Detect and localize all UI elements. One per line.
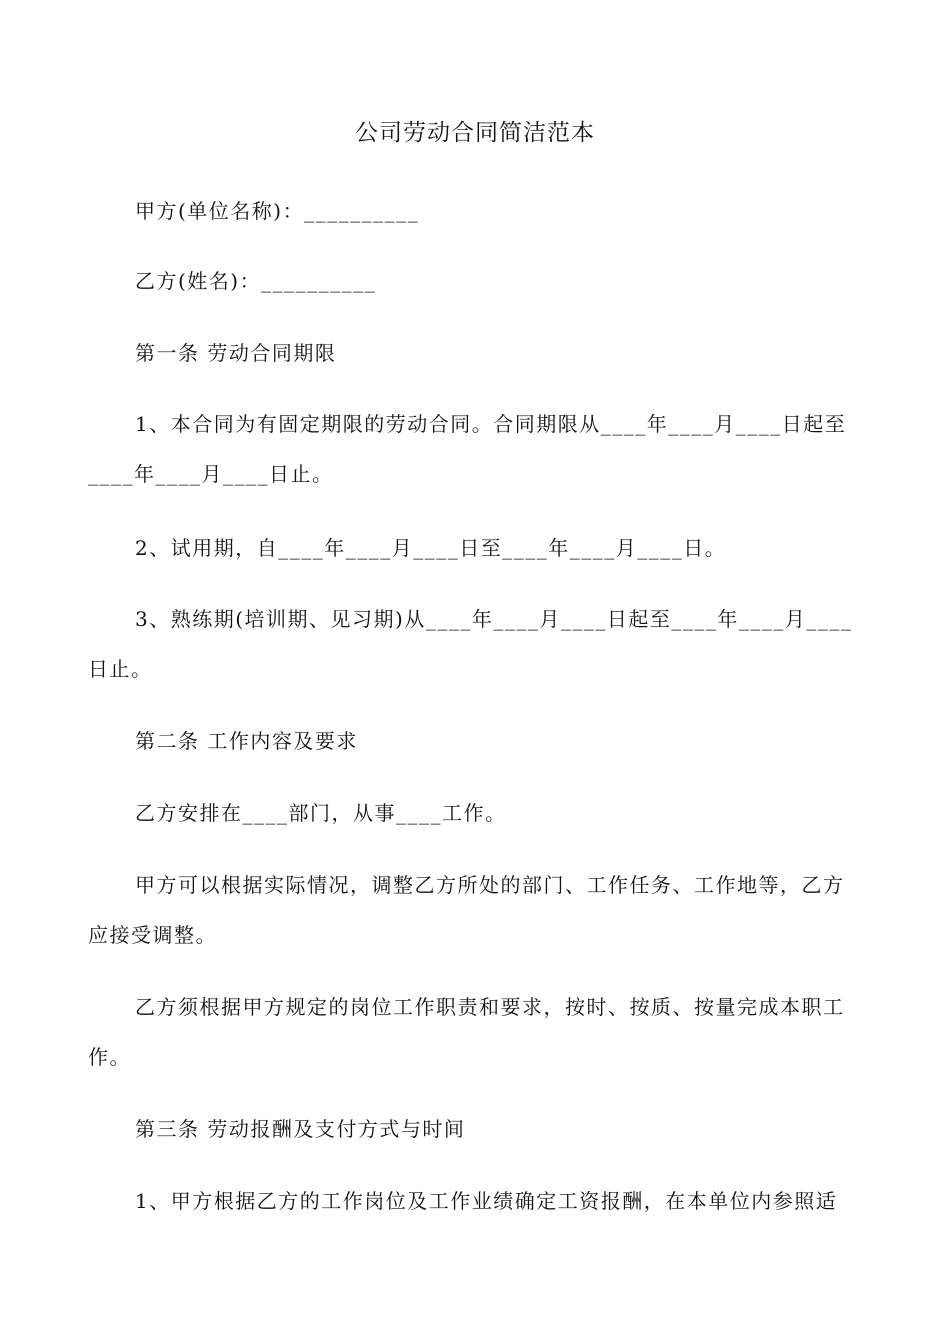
article-1-item-1-line-2: ____年____月____日止。 [88, 462, 334, 486]
article-2-para-2-line-2: 应接受调整。 [88, 923, 217, 947]
article-1-item-3-line-1: 3、熟练期(培训期、见习期)从____年____月____日起至____年____月____ [135, 607, 853, 631]
article-2-para-3-line-1: 乙方须根据甲方规定的岗位工作职责和要求，按时、按质、按量完成本职工 [135, 995, 845, 1019]
article-1-item-1-line-1: 1、本合同为有固定期限的劳动合同。合同期限从____年____月____日起至 [135, 412, 847, 436]
article-2-heading: 第二条 工作内容及要求 [135, 729, 358, 753]
article-3-item-1-line-1: 1、甲方根据乙方的工作岗位及工作业绩确定工资报酬，在本单位内参照适 [135, 1189, 838, 1213]
party-a-line: 甲方(单位名称)：__________ [135, 199, 420, 223]
article-1-item-2: 2、试用期，自____年____月____日至____年____月____日。 [135, 536, 727, 560]
article-1-item-3-line-2: 日止。 [88, 657, 153, 681]
article-3-heading: 第三条 劳动报酬及支付方式与时间 [135, 1117, 466, 1141]
party-b-line: 乙方(姓名)：__________ [135, 269, 377, 293]
article-1-heading: 第一条 劳动合同期限 [135, 341, 337, 365]
article-2-para-3-line-2: 作。 [88, 1045, 131, 1069]
document-title: 公司劳动合同简洁范本 [355, 120, 595, 146]
article-2-para-2-line-1: 甲方可以根据实际情况，调整乙方所处的部门、工作任务、工作地等，乙方 [135, 873, 845, 897]
article-2-para-1: 乙方安排在____部门，从事____工作。 [135, 801, 507, 825]
